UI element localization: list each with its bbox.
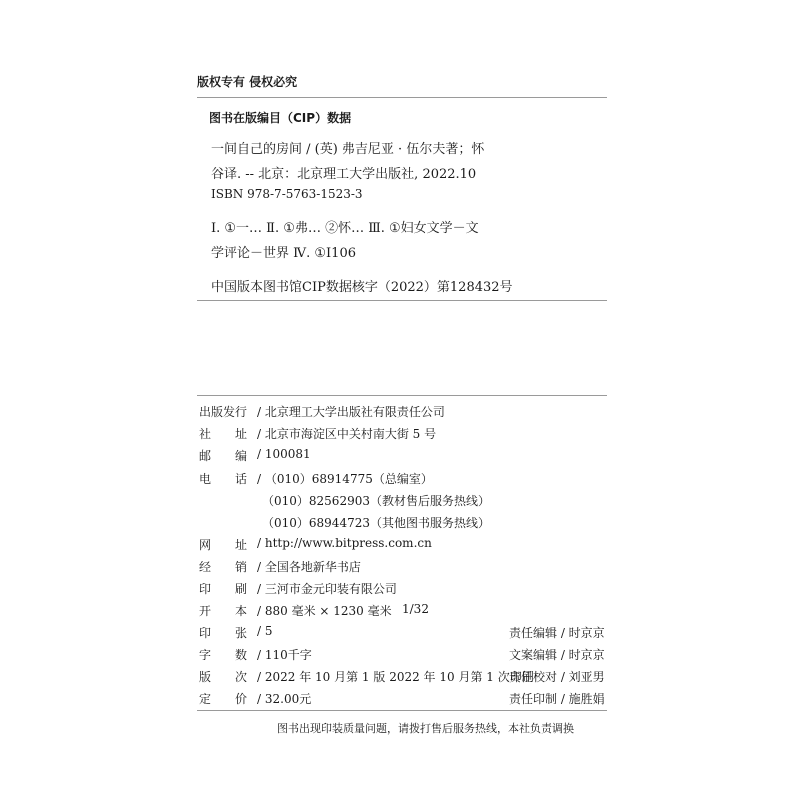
distributor: / 全国各地新华书店 — [257, 560, 361, 574]
divider — [197, 300, 607, 301]
copyright-notice: 版权专有 侵权必究 — [197, 75, 298, 89]
edition-label: 版 次 — [199, 670, 247, 684]
editor: 责任编辑 / 时京京 — [509, 626, 605, 640]
format-fraction: 1/32 — [402, 602, 429, 616]
address: / 北京市海淀区中关村南大街 5 号 — [257, 427, 437, 441]
address-label: 社 址 — [199, 427, 247, 441]
price: / 32.00元 — [257, 692, 312, 706]
cip-record: 中国版本图书馆CIP数据核字（2022）第128432号 — [211, 280, 513, 295]
distributor-label: 经 销 — [199, 560, 247, 574]
phone-label: 电 话 — [199, 472, 247, 486]
format: / 880 毫米 × 1230 毫米 — [257, 604, 392, 618]
quality-notice: 图书出现印装质量问题，请拨打售后服务热线，本社负责调换 — [277, 722, 574, 735]
website: / http://www.bitpress.com.cn — [257, 536, 432, 550]
divider — [197, 395, 607, 396]
cip-line-5: 学评论－世界 Ⅳ. ①I106 — [211, 246, 356, 261]
words-label: 字 数 — [199, 648, 247, 662]
edition: / 2022 年 10 月第 1 版 2022 年 10 月第 1 次印刷 — [257, 670, 534, 684]
publisher-label: 出版发行 — [199, 405, 248, 419]
publisher: / 北京理工大学出版社有限责任公司 — [257, 405, 445, 419]
divider — [197, 97, 607, 98]
phone-3: （010）68944723（其他图书服务热线） — [262, 516, 490, 530]
print-supervisor: 责任印制 / 施胜娟 — [509, 692, 605, 706]
format-label: 开 本 — [199, 604, 247, 618]
cip-line-1: 一间自己的房间 / (英) 弗吉尼亚 · 伍尔夫著；怀 — [211, 142, 485, 157]
word-count: / 110千字 — [257, 648, 312, 662]
postcode: / 100081 — [257, 447, 311, 461]
cip-isbn: ISBN 978-7-5763-1523-3 — [211, 187, 363, 201]
cip-line-4: Ⅰ. ①一… Ⅱ. ①弗… ②怀… Ⅲ. ①妇女文学－文 — [211, 221, 479, 236]
printer-label: 印 刷 — [199, 582, 247, 596]
proofreader: 责任校对 / 刘亚男 — [509, 670, 605, 684]
sheets: / 5 — [257, 624, 273, 638]
phone-2: （010）82562903（教材售后服务热线） — [262, 494, 490, 508]
phone-1: / （010）68914775（总编室） — [257, 472, 433, 486]
printer: / 三河市金元印装有限公司 — [257, 582, 397, 596]
web-label: 网 址 — [199, 538, 247, 552]
sheets-label: 印 张 — [199, 626, 247, 640]
copy-editor: 文案编辑 / 时京京 — [509, 648, 605, 662]
postcode-label: 邮 编 — [199, 449, 247, 463]
cip-heading: 图书在版编目（CIP）数据 — [209, 111, 352, 125]
price-label: 定 价 — [199, 692, 247, 706]
divider — [197, 710, 607, 711]
cip-line-2: 谷译. -- 北京：北京理工大学出版社, 2022.10 — [211, 167, 477, 182]
